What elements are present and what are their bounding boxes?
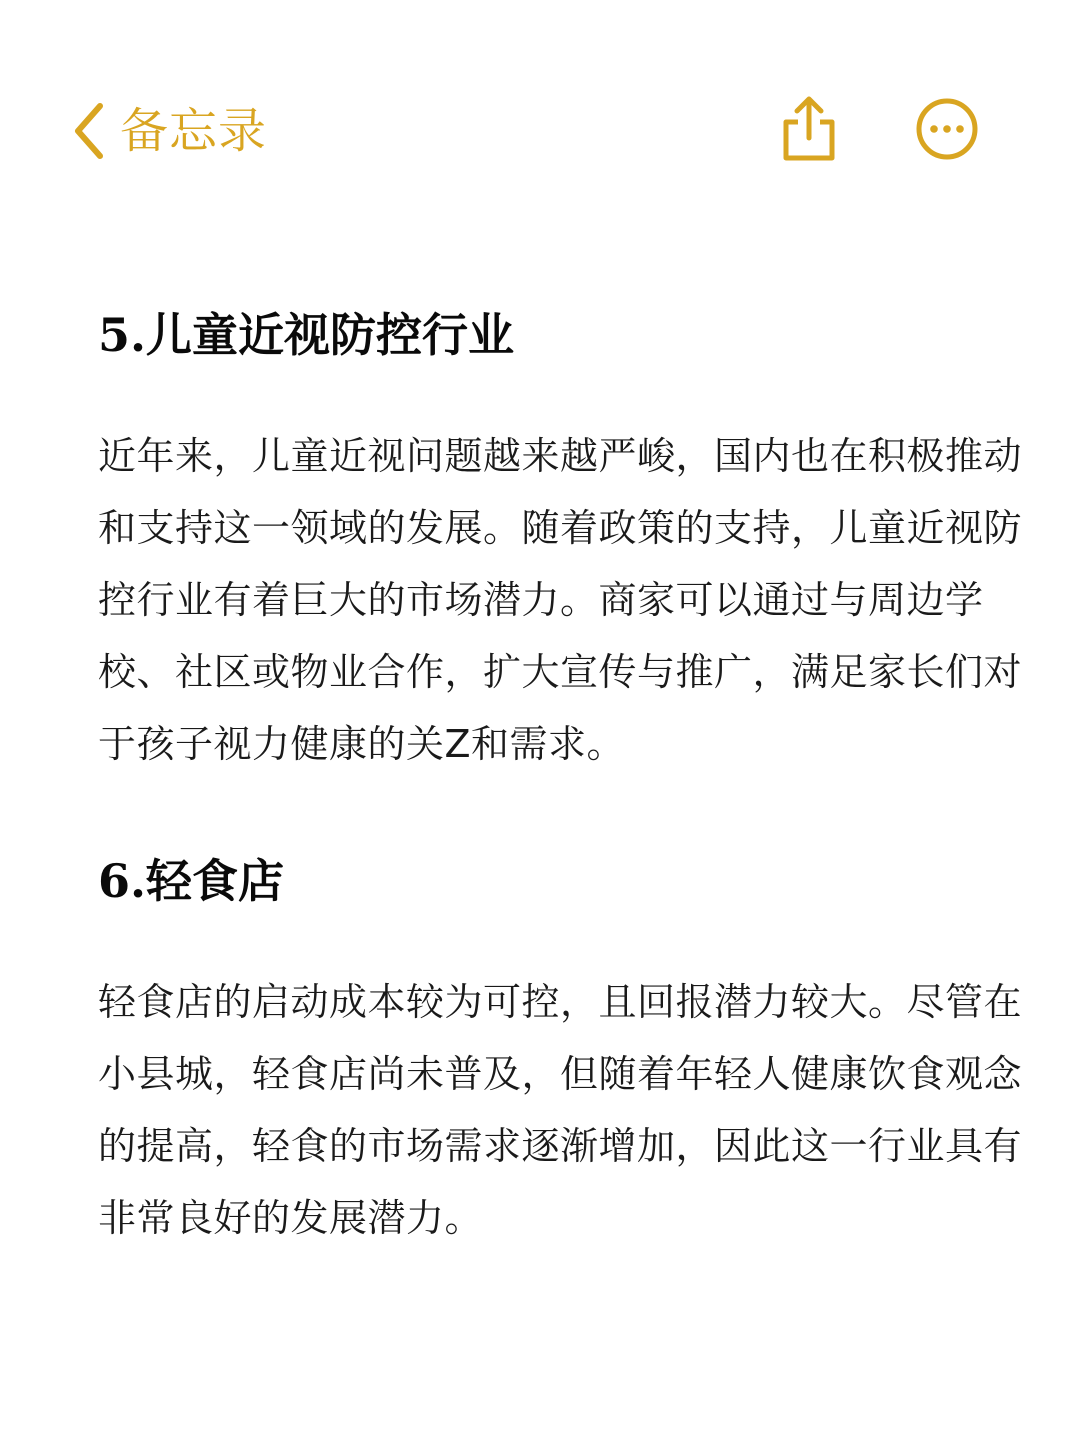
section-paragraph: 近年来，儿童近视问题越来越严峻，国内也在积极推动和支持这一领域的发展。随着政策的支持，儿童近视防控行业有着巨大的市场潜力。商家可以通过与周边学校、社区或物业合作，扩大宣传与推广，满足家长们对于孩子视力健康的关Z和需求。 bbox=[98, 434, 1023, 766]
share-button[interactable] bbox=[776, 94, 842, 164]
note-content bbox=[98, 300, 1028, 1254]
chevron-left-icon bbox=[72, 102, 106, 160]
back-label: 备忘录 bbox=[120, 103, 268, 159]
back-button[interactable] bbox=[72, 96, 267, 166]
section-heading: 5.儿童近视防控行业 bbox=[98, 308, 515, 362]
section-paragraph: 轻食店的启动成本较为可控，且回报潜力较大。尽管在小县城，轻食店尚未普及，但随着年轻人健康饮食观念的提高，轻食的市场需求逐渐增加，因此这一行业具有非常良好的发展潜力。 bbox=[98, 980, 1023, 1240]
share-icon bbox=[776, 94, 842, 164]
section-heading: 6.轻食店 bbox=[98, 854, 285, 908]
navigation-bar bbox=[0, 0, 1080, 250]
more-icon bbox=[914, 96, 980, 162]
more-button[interactable] bbox=[914, 96, 980, 162]
